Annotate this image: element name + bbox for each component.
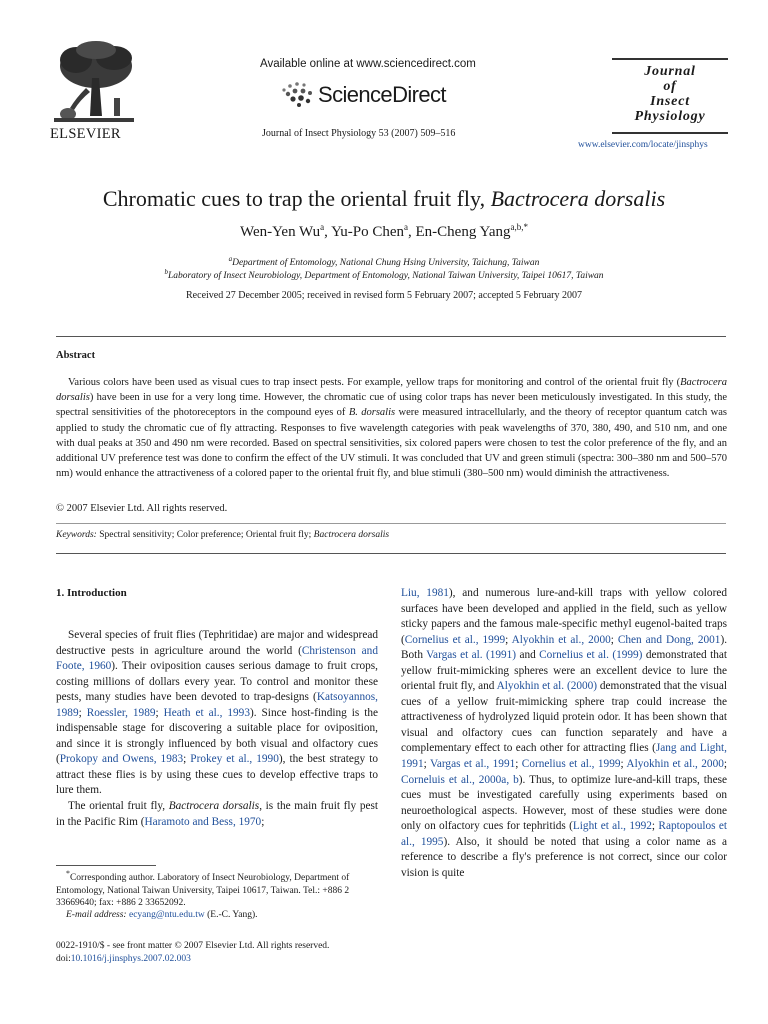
reference-link[interactable]: Christenson and Foote, 1960 [56, 644, 378, 673]
author-name: Wen-Yen Wu [239, 224, 321, 240]
journal-title-line: of [663, 79, 677, 94]
issn-line: 0022-1910/$ - see front matter © 2007 Elsevier Ltd. All rights reserved. [56, 941, 330, 951]
doi-line: doi:10.1016/j.jinsphys.2007.02.003 [56, 953, 191, 964]
abstract-species: B. dorsalis [348, 407, 396, 419]
keywords [56, 530, 389, 540]
reference-link[interactable]: Cornelius et al., 1999 [404, 633, 506, 646]
received-dates: Received 27 December 2005; received in revised form 5 February 2007; accepted 5 February 2007 [186, 290, 582, 301]
reference-link[interactable]: Vargas et al. (1991) [426, 649, 517, 662]
reference-link[interactable]: Alyokhin et al. (2000) [496, 680, 598, 693]
publisher-name: ELSEVIER [50, 126, 121, 142]
page-header [0, 0, 768, 160]
reference-link[interactable]: Alyokhin et al., 2000 [626, 758, 724, 771]
journal-title-line: Physiology [634, 109, 706, 124]
footnote-divider [56, 865, 156, 866]
abstract-species: Bactrocera dorsalis [56, 377, 727, 404]
reference-link[interactable]: Corneluis et al., 2000a, b [401, 773, 519, 786]
author-affiliation-mark: a [404, 222, 408, 232]
reference-link[interactable]: Katsoyannos, 1989 [56, 691, 378, 719]
abstract-text: ) have been in use for a very long time. However, the chromatic cue of using color traps has never been meticulously investigated. In this study, the spectral sensitivities of the photoreceptors in the compound eyes of [56, 392, 727, 419]
email-link[interactable]: ecyang@ntu.edu.tw [128, 910, 205, 921]
reference-link[interactable]: Alyokhin et al., 2000 [511, 633, 611, 646]
affiliation-b [0, 268, 768, 281]
reference-link[interactable]: Prokopy and Owens, 1983 [59, 753, 184, 766]
abstract-copyright: © 2007 Elsevier Ltd. All rights reserved. [56, 503, 228, 514]
affiliation-text: Laboratory of Insect Neurobiology, Department of Entomology, National Taiwan University, Taipei 10617, Taiwan [167, 271, 604, 282]
divider [56, 523, 726, 524]
reference-link[interactable]: Heath et al., 1993 [163, 706, 250, 719]
article-title-species: Bactrocera dorsalis [490, 186, 666, 211]
sciencedirect-wordmark: ScienceDirect [318, 82, 446, 107]
doi-link[interactable]: 10.1016/j.jinsphys.2007.02.003 [70, 953, 191, 964]
footnote-email: E-mail address: ecyang@ntu.edu.tw (E.-C. Yang). [66, 910, 258, 921]
body-paragraph: The oriental fruit fly, Bactrocera dorsalis, is the main fruit fly pest in the Pacific Rim (Haramoto and Bess, 1970; [56, 800, 379, 828]
body-paragraph: Several species of fruit flies (Tephritidae) are major and widespread destructive pests in agriculture around the world (Christenson and Foote, 1960). Their oviposition causes serious damage to fruit crops, costing millions of dollars every year. To control and monitor these pests, many studies have been devoted to trap-designs (Katsoyannos, 1989; Roessler, 1989; Heath et al., 1993). Since host-finding is the indispensable stage for discovering a suitable place for oviposition, and since it is strongly influenced by both visual and olfactory cues (Prokopy and Owens, 1983; Prokey et al., 1990), the best strategy to attract these flies is by using these cues to develop effective traps to lure them. [56, 629, 379, 797]
author-name: Yu-Po Chen [331, 224, 404, 240]
reference-link[interactable]: Vargas et al., 1991 [429, 758, 516, 771]
corresponding-author-footnote [56, 868, 378, 922]
author-list: Wen-Yen Wu$^a$, Yu-Po Chen$^a$, En-Cheng Yang$^{a,b,*}$ [239, 222, 529, 240]
author-name: En-Cheng Yang [415, 224, 511, 240]
abstract-text: Various colors have been used as visual cues to trap insect pests. For example, yellow traps for monitoring and control of the oriental fruit fly ( [68, 377, 681, 388]
divider [56, 553, 726, 554]
divider [56, 336, 726, 337]
affiliation-mark: b [164, 268, 168, 276]
reference-link[interactable]: Liu, 1981 [401, 587, 449, 599]
reference-link[interactable]: Prokey et al., 1990 [190, 753, 279, 766]
article-title-text: Chromatic cues to trap the oriental fruit fly, [102, 186, 491, 211]
affiliation-mark: a [228, 255, 233, 263]
body-paragraph: Liu, 1981), and numerous lure-and-kill traps with yellow colored surfaces have been developed and applied in the field, such as yellow sticky papers and the famous male-specific methyl eugenol-baited traps (Cornelius et al., 1999; Alyokhin et al., 2000; Chen and Dong, 2001). Both Vargas et al. (1991) and Cornelius et al. (1999) demonstrated that yellow fruit-mimicking spheres were an excellent device to lure the oriental fruit fly, and Alyokhin et al. (2000) demonstrated that the visual cues of a yellow fruit-mimicking sphere trap could increase the attractiveness of hydrolyzed liquid protein odor. It has been shown that visual and olfactory cues can function separately and have a complementary effect to each other for attracting flies (Jang and Light, 1991; Vargas et al., 1991; Cornelius et al., 1999; Alyokhin et al., 2000; Corneluis et al., 2000a, b). Thus, to optimize lure-and-kill traps, these cues must be investigated carefully using experiments based on neuroethological aspects. However, most of these studies were done only on olfactory cues for tephritids (Light et al., 1992; Raptopoulos et al., 1995). Also, it should be noted that using a color name as a reference to describe a fly's preference is not correct, since our color vision is quite [401, 587, 728, 879]
body-column-left [56, 628, 378, 830]
reference-link[interactable]: Light et al., 1992 [572, 820, 652, 833]
keywords-label: Keywords: [56, 530, 97, 540]
footnote-text: *Corresponding author. Laboratory of Insect Neurobiology, Department of Entomology, National Taiwan University, Taipei 10617, Taiwan. Tel.: +886 2 33669640; fax: +886 2 33652092. [56, 869, 350, 908]
front-matter [56, 940, 378, 965]
affiliation-text: Department of Entomology, National Chung Hsing University, Taichung, Taiwan [232, 258, 540, 269]
reference-link[interactable]: Cornelius et al. (1999) [539, 649, 643, 662]
journal-url-link[interactable]: www.elsevier.com/locate/jinsphys [578, 140, 708, 150]
keywords-list: Spectral sensitivity; Color preference; Oriental fruit fly; [96, 530, 314, 540]
keywords-species: Bactrocera dorsalis [313, 530, 390, 540]
author-affiliation-mark: a [320, 222, 325, 232]
reference-link[interactable]: Jang and Light, 1991 [401, 742, 727, 771]
journal-title-box [612, 58, 728, 134]
reference-link[interactable]: Cornelius et al., 1999 [521, 758, 621, 771]
section-heading-introduction: 1. Introduction [56, 587, 127, 599]
reference-link[interactable]: Roessler, 1989 [86, 706, 156, 719]
available-online-text: Available online at www.sciencedirect.com [260, 58, 476, 70]
author-affiliation-mark: a,b,* [510, 222, 529, 232]
journal-title-line: Insect [650, 94, 690, 109]
abstract-text: were measured intracellularly, and the theory of receptor quantum catch was applied to study the chromatic cue of fly attracting. Responses to five wavelength categories with peak wavelengths of 370, 380, 490, and 510 nm, and one with dual peaks at 350 and 490 nm were recorded. Based on spectral sensitivities, six colored papers were chosen to test the color preference of the fly, and an additional UV preference test was done to confirm the effect of the UV stimuli. It was concluded that UV and green stimuli (spectra: 300–380 nm and 500–570 nm) would enhance the attractiveness of a colored paper to the oriental fruit fly, and blue stimuli (380–500 nm) would diminish the attractiveness. [56, 407, 727, 480]
elsevier-tree-logo-icon [46, 38, 142, 128]
abstract-body [56, 375, 727, 481]
journal-citation: Journal of Insect Physiology 53 (2007) 509–516 [262, 128, 456, 139]
sciencedirect-dots-icon [278, 80, 314, 108]
reference-link[interactable]: Chen and Dong, 2001 [617, 633, 721, 646]
reference-link[interactable]: Haramoto and Bess, 1970 [144, 815, 262, 828]
body-column-right [401, 586, 727, 881]
abstract-heading: Abstract [56, 350, 96, 361]
affiliation-a [0, 255, 768, 268]
article-title [0, 186, 768, 212]
journal-title-line: Journal [644, 64, 696, 79]
species-name: Bactrocera dorsalis [168, 800, 260, 813]
reference-link[interactable]: Raptopoulos et al., 1995 [401, 820, 728, 848]
